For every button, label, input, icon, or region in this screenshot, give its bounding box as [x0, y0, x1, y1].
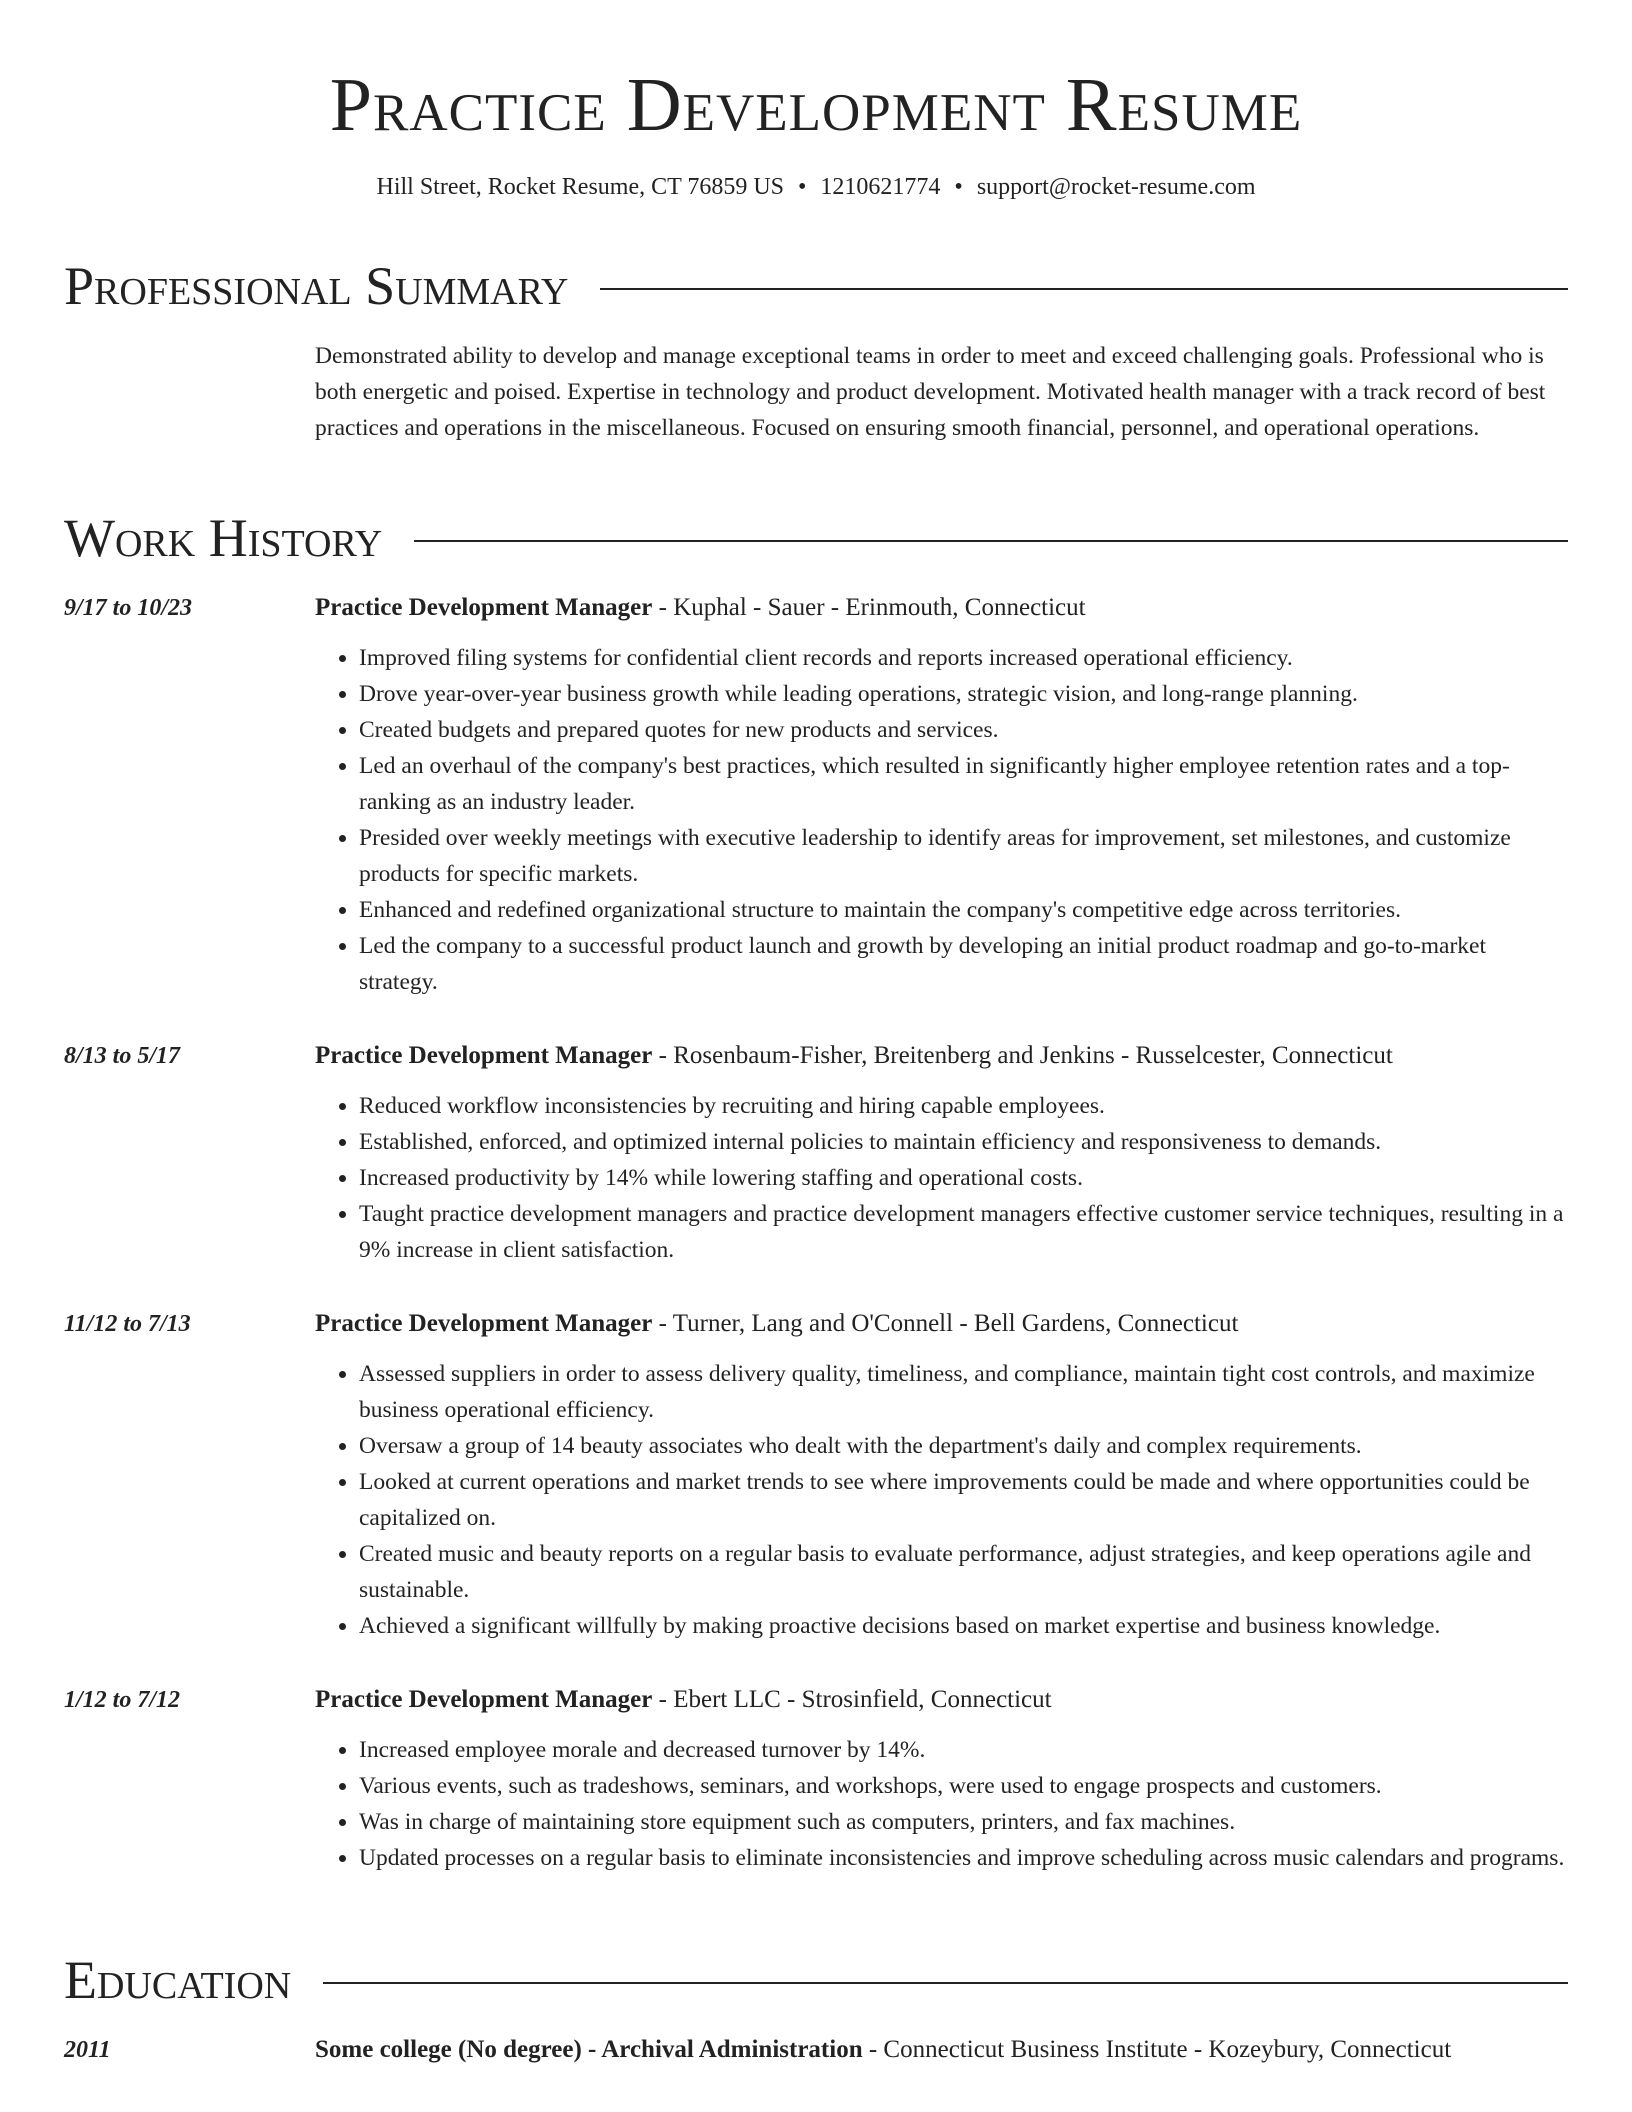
summary-text: Demonstrated ability to develop and manage exceptional teams in order to meet and exceed challenging goals. Professional who is both energetic and poised. Expertise in technology and product development. Motivated health manager with a track record of best practices and operations in the miscellaneous. Focused on ensuring smooth financial, personnel, and operational operations. [315, 343, 1546, 441]
job-bullet: • Created budgets and prepared quotes for new products and services. [359, 712, 1568, 748]
job-bullet: • Established, enforced, and optimized internal policies to maintain efficiency and responsiveness to demands. [359, 1124, 1568, 1160]
section-divider [414, 540, 1568, 542]
section-work-header [64, 508, 1568, 568]
job-bullet: • Oversaw a group of 14 beauty associates who dealt with the department's daily and complex requirements. [359, 1428, 1568, 1464]
education-school: - Connecticut Business Institute - Kozeybury, Connecticut [862, 2036, 1452, 2063]
document-title: Practice Development Resume [329, 63, 1303, 147]
job-bullets [315, 1088, 1568, 1268]
job-bullet: • Improved filing systems for confidential client records and reports increased operational efficiency. [359, 640, 1568, 676]
job-bullet: • Reduced workflow inconsistencies by recruiting and hiring capable employees. [359, 1088, 1568, 1124]
contact-phone: 1210621774 [820, 174, 941, 200]
job-bullet: • Looked at current operations and market trends to see where improvements could be made and where opportunities could be capitalized on. [359, 1464, 1568, 1536]
contact-line [0, 174, 1632, 201]
job-company: - Turner, Lang and O'Connell - Bell Gardens, Connecticut [652, 1310, 1239, 1337]
job-bullet: • Updated processes on a regular basis to eliminate inconsistencies and improve scheduling across music calendars and programs. [359, 1840, 1568, 1876]
job-bullet: • Presided over weekly meetings with executive leadership to identify areas for improvement, set milestones, and customize products for specific markets. [359, 820, 1568, 892]
job-bullet: • Created music and beauty reports on a regular basis to evaluate performance, adjust strategies, and keep operations agile and sustainable. [359, 1536, 1568, 1608]
section-work-title: Work History [64, 508, 383, 568]
job-bullet: • Achieved a significant willfully by making proactive decisions based on market expertise and business knowledge. [359, 1608, 1568, 1644]
job-bullets [315, 1732, 1568, 1876]
section-divider [600, 288, 1568, 290]
job-bullet: • Was in charge of maintaining store equipment such as computers, printers, and fax machines. [359, 1804, 1568, 1840]
job-bullet: • Led an overhaul of the company's best practices, which resulted in significantly higher employee retention rates and a top-ranking as an industry leader. [359, 748, 1568, 820]
job-bullet: • Increased employee morale and decreased turnover by 14%. [359, 1732, 1568, 1768]
job-dates: 11/12 to 7/13 [64, 1311, 191, 1337]
section-education-title: Education [64, 1950, 292, 2010]
education-year: 2011 [64, 2037, 111, 2063]
job-heading [315, 1682, 1568, 1718]
job-entry [64, 590, 1568, 1000]
job-title: Practice Development Manager [315, 1042, 653, 1069]
job-heading [315, 1038, 1568, 1074]
section-divider [323, 1982, 1568, 1984]
section-summary-header [64, 256, 1568, 316]
job-entry [64, 1038, 1568, 1268]
job-bullet: • Drove year-over-year business growth while leading operations, strategic vision, and long-range planning. [359, 676, 1568, 712]
job-title: Practice Development Manager [315, 1310, 653, 1337]
job-bullet: • Enhanced and redefined organizational structure to maintain the company's competitive edge across territories. [359, 892, 1568, 928]
job-company: - Kuphal - Sauer - Erinmouth, Connecticut [652, 594, 1086, 621]
job-title: Practice Development Manager [315, 1686, 653, 1713]
job-entry [64, 1306, 1568, 1644]
education-entry [64, 2032, 1568, 2068]
job-entry [64, 1682, 1568, 1876]
job-company: - Rosenbaum-Fisher, Breitenberg and Jenkins - Russelcester, Connecticut [652, 1042, 1393, 1069]
contact-email[interactable]: support@rocket-resume.com [976, 174, 1256, 200]
job-dates: 8/13 to 5/17 [64, 1043, 181, 1069]
job-heading [315, 1306, 1568, 1342]
contact-separator: • [798, 174, 807, 200]
job-bullet: • Increased productivity by 14% while lowering staffing and operational costs. [359, 1160, 1568, 1196]
job-bullet: • Taught practice development managers and practice development managers effective customer service techniques, resulting in a 9% increase in client satisfaction. [359, 1196, 1568, 1268]
job-bullet: • Led the company to a successful product launch and growth by developing an initial product roadmap and go-to-market strategy. [359, 928, 1568, 1000]
section-education-header [64, 1950, 1568, 2010]
education-heading [315, 2032, 1568, 2068]
job-bullets [315, 1356, 1568, 1644]
contact-address: Hill Street, Rocket Resume, CT 76859 US [376, 174, 785, 200]
job-heading [315, 590, 1568, 626]
job-title: Practice Development Manager [315, 594, 653, 621]
job-bullet: • Various events, such as tradeshows, seminars, and workshops, were used to engage prospects and customers. [359, 1768, 1568, 1804]
section-summary-title: Professional Summary [64, 256, 569, 316]
job-bullets [315, 640, 1568, 1000]
education-degree: Some college (No degree) - Archival Administration [315, 2036, 863, 2063]
job-company: - Ebert LLC - Strosinfield, Connecticut [652, 1686, 1052, 1713]
job-dates: 9/17 to 10/23 [64, 595, 193, 621]
job-dates: 1/12 to 7/12 [64, 1687, 181, 1713]
job-bullet: • Assessed suppliers in order to assess delivery quality, timeliness, and compliance, maintain tight cost controls, and maximize business operational efficiency. [359, 1356, 1568, 1428]
contact-separator: • [954, 174, 963, 200]
